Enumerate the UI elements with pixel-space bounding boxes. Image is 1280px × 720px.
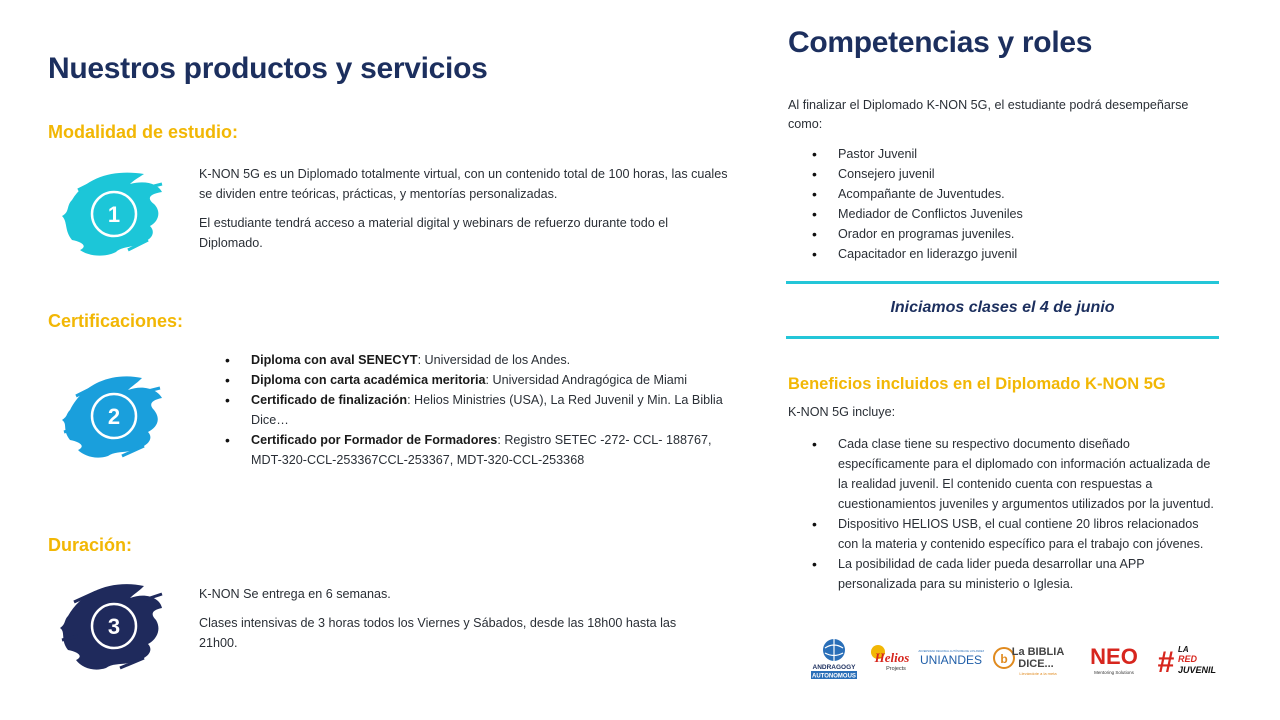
- list-item: • Capacitador en liderazgo juvenil: [838, 244, 1218, 264]
- certificaciones-heading: Certificaciones:: [48, 311, 184, 331]
- duracion-paragraph-1: K-NON Se entrega en 6 semanas.: [199, 587, 391, 601]
- uniandes-logo: [918, 636, 984, 684]
- svg-text:RED: RED: [1178, 654, 1198, 664]
- cert-item-title: Diploma con aval SENECYT: [251, 353, 418, 367]
- svg-text:Mentoring Solutions: Mentoring Solutions: [1094, 670, 1134, 675]
- list-item: [251, 350, 731, 370]
- list-item: • Cada clase tiene su respectivo documento diseñado específicamente para el diplomado con información actualizada de la realidad juvenil. El contenido cuenta con respuestas a cuestionamientos juveniles y argumentos utilizados por la juventud.: [838, 434, 1220, 514]
- svg-text:JUVENIL: JUVENIL: [1178, 665, 1217, 675]
- svg-text:NEO: NEO: [1090, 644, 1138, 669]
- badge-2: [58, 362, 168, 466]
- modalidad-paragraph-1: K-NON 5G es un Diplomado totalmente virtual, con un contenido total de 100 horas, las cuales se dividen entre teóricas, prácticas, y mentorías personalizadas.: [199, 167, 728, 201]
- list-item: [251, 370, 731, 390]
- modalidad-heading: Modalidad de estudio:: [48, 122, 239, 142]
- la-biblia-dice-logo: [992, 636, 1072, 684]
- brush-badge-1-icon: [58, 160, 168, 264]
- badge-3-number: 3: [107, 614, 121, 639]
- svg-text:Projects: Projects: [886, 666, 906, 672]
- duracion-paragraph-2: Clases intensivas de 3 horas todos los Viernes y Sábados, desde las 18h00 hasta las 21h00.: [199, 616, 677, 650]
- andragogy-logo: [808, 636, 860, 684]
- svg-text:Llevándote a la meta: Llevándote a la meta: [1019, 671, 1057, 676]
- cert-item-detail: : Universidad Andragógica de Miami: [485, 373, 688, 387]
- svg-text:La BIBLIA: La BIBLIA: [1011, 646, 1065, 658]
- brush-badge-2-icon: [58, 362, 168, 466]
- svg-text:UNIANDES: UNIANDES: [919, 653, 983, 667]
- benefits-heading: Beneficios incluidos en el Diplomado K-NON 5G: [788, 375, 1166, 393]
- svg-text:ANDRAGOGY: ANDRAGOGY: [812, 664, 856, 671]
- benefits-intro: K-NON 5G incluye:: [788, 405, 896, 419]
- brush-badge-3-icon: [58, 572, 168, 676]
- duracion-heading: Duración:: [48, 535, 133, 555]
- svg-text:b: b: [1000, 652, 1008, 666]
- list-item: • Acompañante de Juventudes.: [838, 184, 1218, 204]
- page-title: Nuestros productos y servicios: [48, 52, 488, 85]
- competencias-intro: Al finalizar el Diplomado K-NON 5G, el estudiante podrá desempeñarse como:: [788, 98, 1189, 131]
- roles-list: [838, 144, 1218, 264]
- svg-text:UNIVERSIDAD REGIONAL AUTÓNOMA: UNIVERSIDAD REGIONAL AUTÓNOMA DE LOS ANDES: [918, 650, 984, 653]
- badge-3: [58, 572, 168, 676]
- partner-logos: [808, 636, 1228, 684]
- divider-bottom: [786, 336, 1219, 339]
- list-item: • Consejero juvenil: [838, 164, 1218, 184]
- svg-text:#: #: [1157, 646, 1175, 679]
- list-item: • Mediador de Conflictos Juveniles: [838, 204, 1218, 224]
- list-item: • La posibilidad de cada lider pueda desarrollar una APP personalizada para su ministerio o Iglesia.: [838, 554, 1220, 594]
- list-item: • Orador en programas juveniles.: [838, 224, 1218, 244]
- svg-text:AUTONOMOUS: AUTONOMOUS: [812, 673, 856, 680]
- svg-text:DICE...: DICE...: [1018, 658, 1054, 670]
- modalidad-paragraph-2: El estudiante tendrá acceso a material digital y webinars de refuerzo durante todo el Diplomado.: [199, 216, 669, 250]
- badge-1: [58, 160, 168, 264]
- certifications-list: [251, 350, 731, 470]
- la-red-juvenil-logo: [1156, 636, 1226, 684]
- competencias-title: Competencias y roles: [788, 26, 1093, 59]
- cert-item-detail: : Helios Ministries (USA), La Red Juvenil y Min. La Biblia Dice…: [251, 393, 723, 427]
- cert-item-title: Certificado de finalización: [251, 393, 408, 407]
- cert-item-title: Diploma con carta académica meritoria: [251, 373, 486, 387]
- list-item: • Pastor Juvenil: [838, 144, 1218, 164]
- list-item: [251, 390, 731, 430]
- start-date-banner: Iniciamos clases el 4 de junio: [890, 299, 1115, 316]
- cert-item-detail: : Universidad de los Andes.: [417, 353, 571, 367]
- cert-item-title: Certificado por Formador de Formadores: [251, 433, 498, 447]
- svg-text:Helios: Helios: [874, 650, 910, 665]
- divider-top: [786, 281, 1219, 284]
- svg-text:LA: LA: [1178, 645, 1189, 654]
- benefits-list: [838, 434, 1220, 594]
- list-item: [251, 430, 731, 470]
- cert-item-detail: : Registro SETEC -272- CCL- 188767, MDT-320-CCL-253367CCL-253367, MDT-320-CCL-253368: [251, 433, 712, 467]
- badge-1-number: 1: [107, 202, 121, 227]
- neo-logo: [1084, 636, 1144, 684]
- list-item: • Dispositivo HELIOS USB, el cual contiene 20 libros relacionados con la materia y contenido específico para el trabajo con jóvenes.: [838, 514, 1220, 554]
- helios-logo: [866, 636, 912, 684]
- badge-2-number: 2: [107, 404, 121, 429]
